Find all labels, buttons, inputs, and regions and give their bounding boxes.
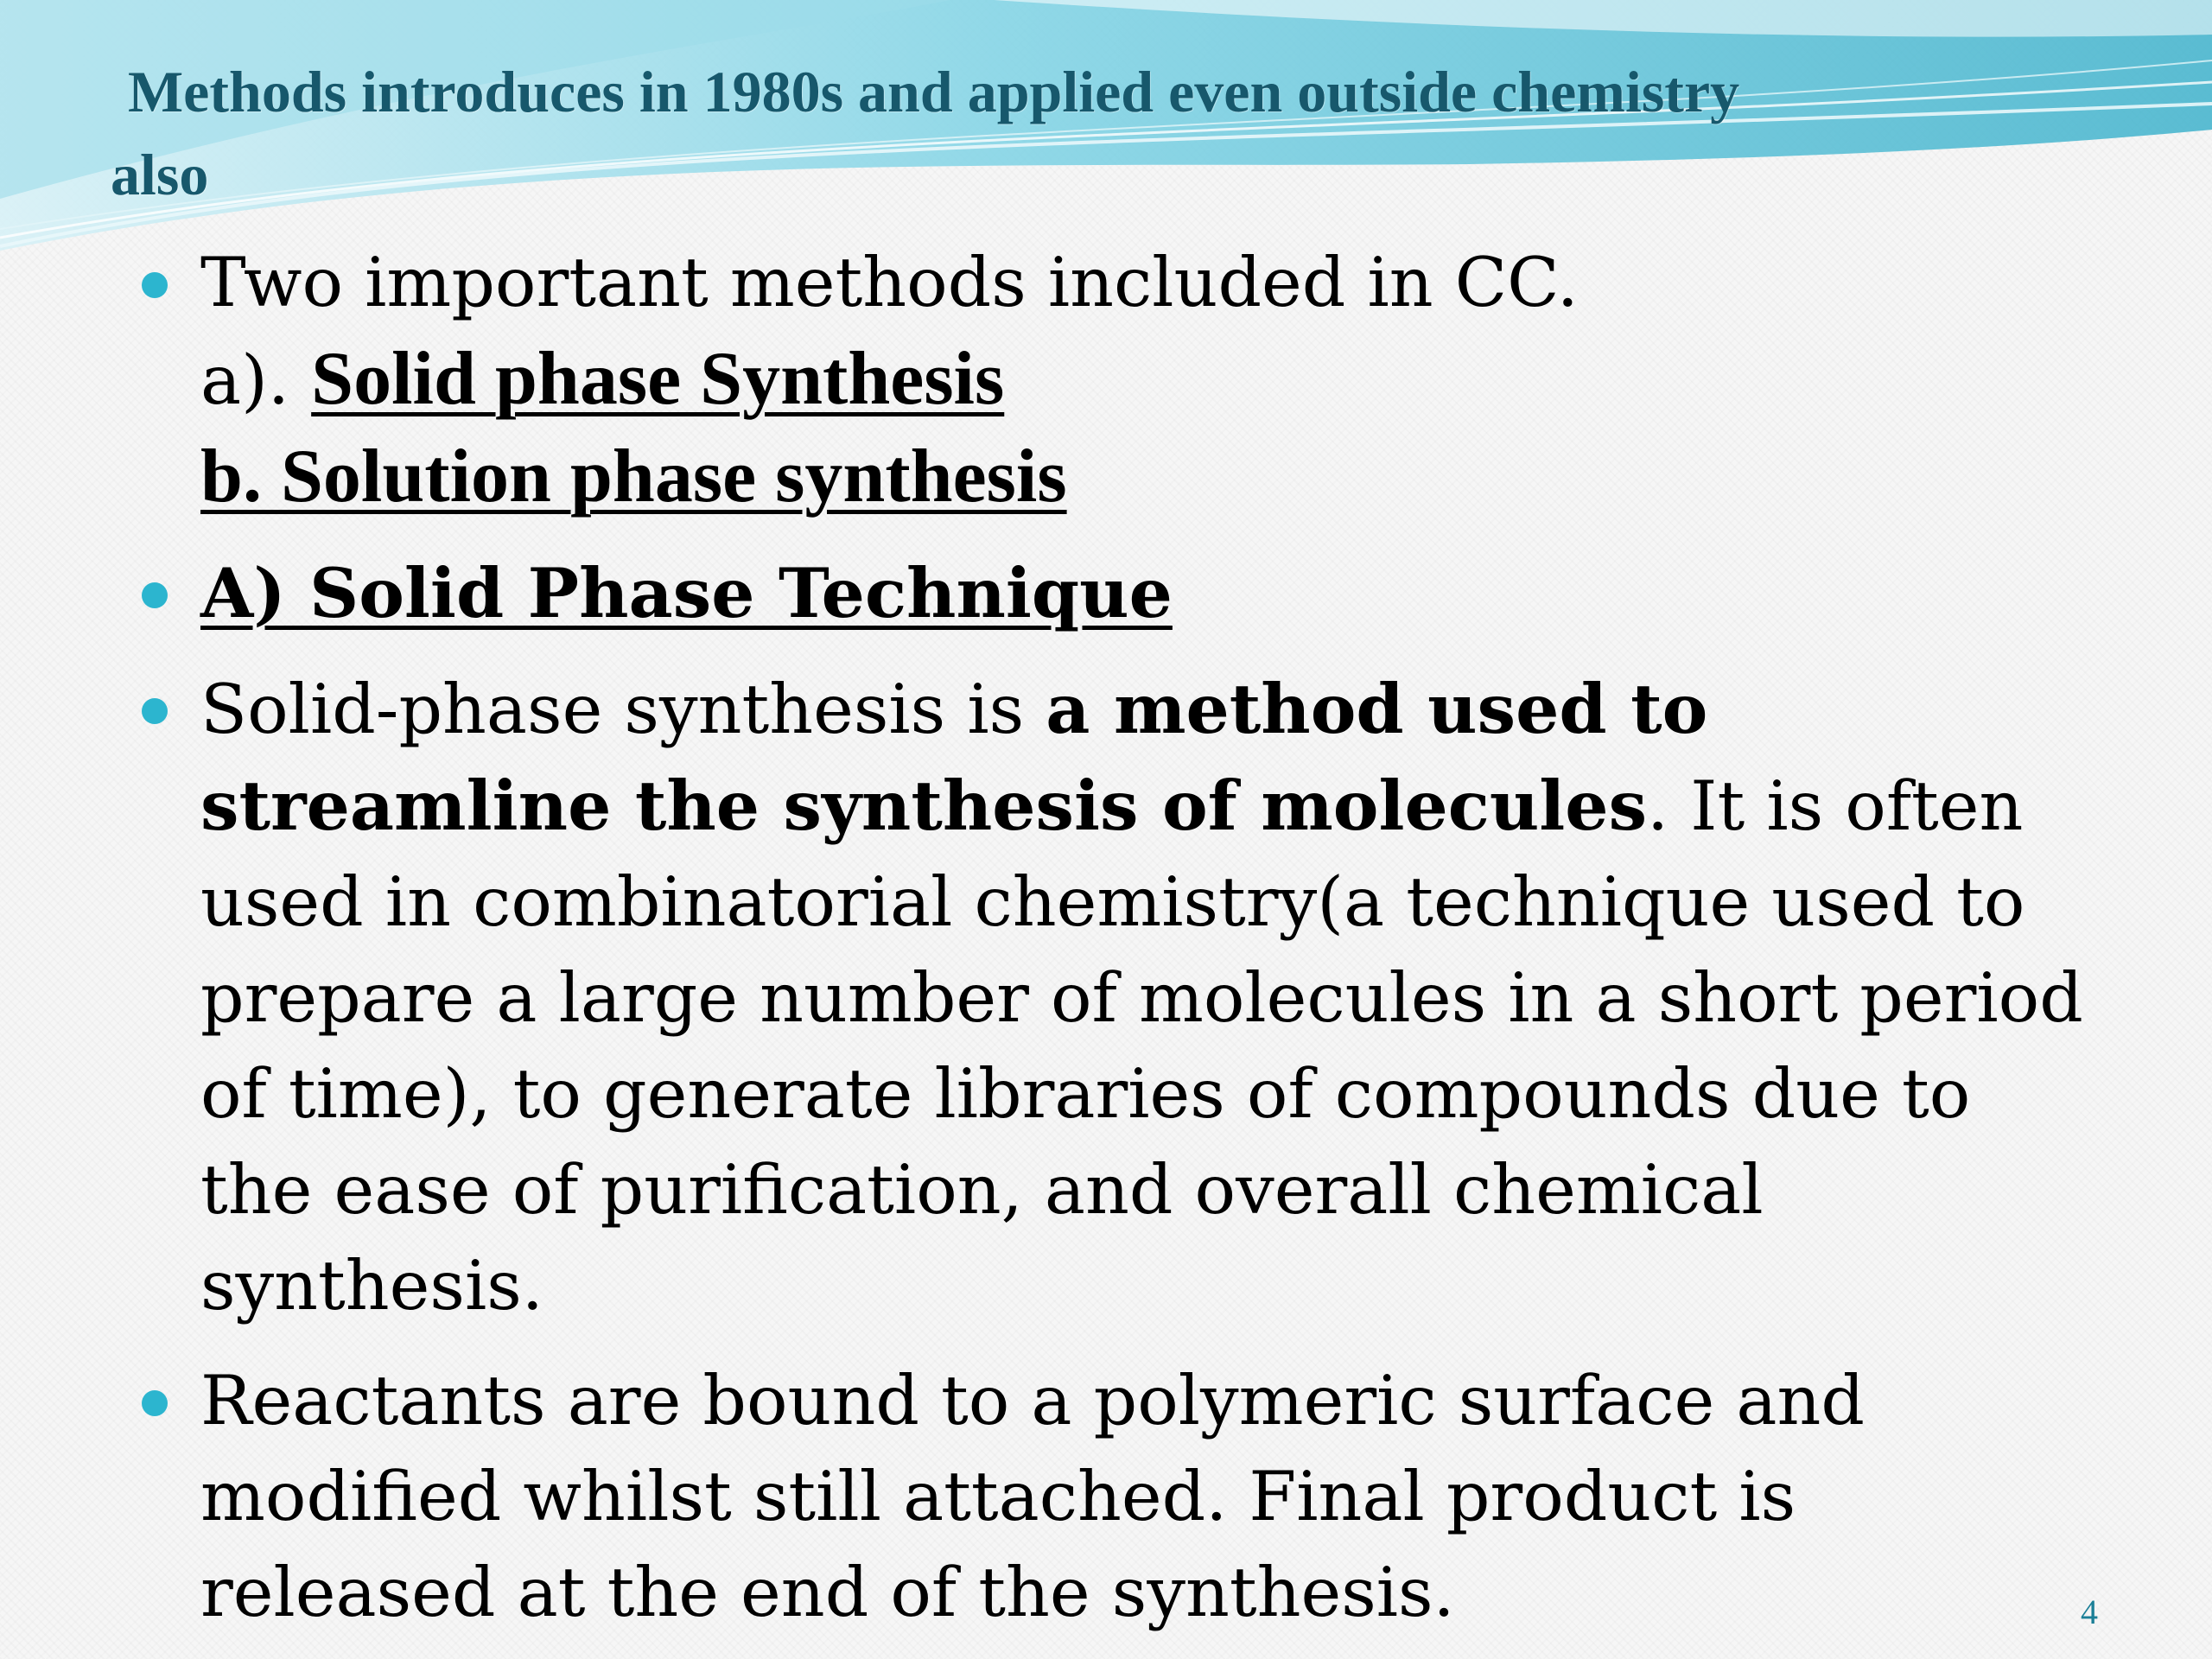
slide-title-line2: also <box>111 142 209 207</box>
solid-phase-heading: A) Solid Phase Technique <box>200 553 1173 633</box>
method-b <box>200 429 2091 526</box>
method-a <box>200 331 2091 429</box>
description-bold: a method used to streamline the synthesis of molecules <box>200 669 1708 846</box>
slide-content <box>138 235 2091 1659</box>
method-a-prefix: a). <box>200 340 312 420</box>
reactants-text: Reactants are bound to a polymeric surface and modified whilst still attached. Final product is released at the end of the synthesis. <box>200 1361 1865 1632</box>
page-number: 4 <box>2081 1592 2098 1631</box>
slide-title-line1: Methods introduces in 1980s and applied even outside chemistry <box>128 59 1740 124</box>
slide-title <box>111 50 2115 216</box>
bullet-methods-text: Two important methods included in CC. <box>200 243 1579 322</box>
description-rest: . It is often used in combinatorial chemistry(a technique used to prepare a large number of molecules in a short period of time), to generate libraries of compounds due to the ease of purification, and overall chemical synthesis. <box>200 766 2083 1325</box>
description-lead: Solid-phase synthesis is <box>200 670 1046 749</box>
bullet-reactants <box>138 1353 2091 1641</box>
bullet-solid-phase-description <box>138 661 2091 1334</box>
method-b-label: b. Solution phase synthesis <box>200 435 1067 518</box>
bullet-methods <box>138 235 2091 526</box>
method-a-label: Solid phase Synthesis <box>311 337 1005 421</box>
bullet-solid-phase-heading <box>138 545 2091 642</box>
